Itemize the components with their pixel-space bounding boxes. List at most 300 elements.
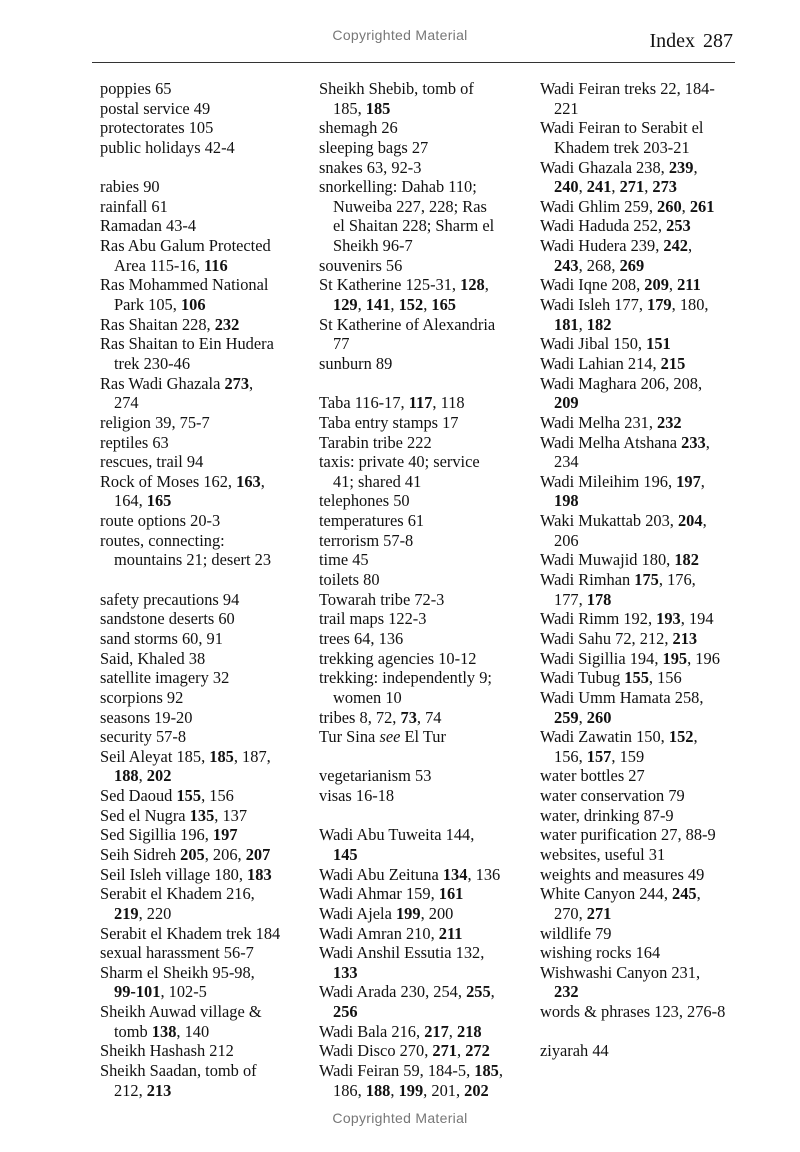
entry-text: Sed el Nugra [100,805,190,825]
index-entry [100,590,280,610]
entry-text: rescues, trail 94 [100,452,204,472]
entry-text: , [700,471,705,491]
index-entry [100,708,280,728]
main-page-reference: 202 [464,1080,489,1100]
entry-text: Taba 116-17, [319,393,409,413]
index-entry [540,197,725,217]
index-entry-continuation [100,354,280,374]
index-entry [540,433,725,453]
entry-text: Ras Shaitan 228, [100,314,215,334]
index-entry [540,511,725,531]
entry-text: Wadi Mileihim 196, [540,471,677,491]
index-entry [100,79,280,99]
entry-text: , 176, [658,570,696,590]
index-entry [100,1061,280,1081]
entry-text: Sed Daoud [100,786,177,806]
main-page-reference: 218 [457,1021,482,1041]
entry-text: , [490,982,495,1002]
index-entry [319,315,503,335]
entry-text: souvenirs 56 [319,255,403,275]
index-entry [100,845,280,865]
index-entry [100,511,280,531]
index-entry [100,315,280,335]
index-entry-continuation [540,531,725,551]
entry-text: Rock of Moses 162, [100,471,237,491]
entry-text: security 57-8 [100,727,187,747]
copyright-watermark-top: Copyrighted Material [332,27,468,43]
entry-text: , [448,1021,457,1041]
index-entry [100,629,280,649]
entry-text: wildlife 79 [540,923,612,943]
index-entry [319,354,503,374]
entry-text: 186, [333,1080,366,1100]
entry-text: mountains 21; desert 23 [114,550,272,570]
main-page-reference: 138 [151,1021,177,1041]
entry-text: trekking: independently 9; [319,668,492,688]
index-entry [319,275,503,295]
main-page-reference: 271 [432,1041,457,1061]
index-entry [100,118,280,138]
entry-text: Ras Shaitan to Ein Hudera [100,334,274,354]
entry-text: toilets 80 [319,570,380,590]
index-entry [319,668,503,688]
entry-text: Wadi Rimhan [540,570,635,590]
main-page-reference: 73 [400,707,417,727]
entry-text: Wadi Sigillia 194, [540,648,663,668]
entry-text: 206 [554,530,579,550]
entry-text: White Canyon 244, [540,884,673,904]
entry-text: Wadi Iqne 208, [540,275,645,295]
entry-text: trek 230-46 [114,353,191,373]
index-entry [319,491,503,511]
entry-text: , [705,432,710,452]
main-page-reference: 188 [365,1080,391,1100]
index-entry [540,668,725,688]
main-page-reference: 152 [668,727,694,747]
entry-text: 77 [333,334,350,354]
entry-text: snakes 63, 92-3 [319,157,422,177]
entry-text: tomb [114,1021,152,1041]
index-entry [319,1041,503,1061]
entry-text: , 102-5 [160,982,207,1002]
entry-text: , 136 [467,864,501,884]
index-entry-continuation [319,688,503,708]
entry-text: , 201, [423,1080,465,1100]
entry-text: Ras Mohammed National [100,275,269,295]
entry-text: sunburn 89 [319,353,393,373]
main-page-reference: 213 [672,628,698,648]
entry-text: sexual harassment 56-7 [100,943,254,963]
entry-text: sleeping bags 27 [319,137,429,157]
entry-text: Wadi Ghlim 259, [540,196,658,216]
main-page-reference: 273 [224,373,250,393]
index-entry [100,943,280,963]
index-entry [540,629,725,649]
index-entry-continuation [100,982,280,1002]
main-page-reference: 128 [460,275,485,295]
index-entry [100,138,280,158]
main-page-reference: 195 [662,648,688,668]
entry-text: trekking agencies 10-12 [319,648,477,668]
main-page-reference: 259 [554,707,579,727]
entry-text: St Katherine of Alexandria [319,314,496,334]
index-entry-continuation [100,904,280,924]
index-entry-continuation [100,550,280,570]
entry-text: , 118 [432,393,465,413]
index-entry [319,865,503,885]
entry-text: sand storms 60, 91 [100,628,223,648]
entry-text: Wadi Umm Hamata 258, [540,687,704,707]
index-entry [540,236,725,256]
index-entry [540,354,725,374]
index-entry [100,609,280,629]
index-entry [319,982,503,1002]
index-column-2 [319,79,503,1100]
main-page-reference: 233 [681,432,706,452]
index-entry-continuation [540,393,725,413]
entry-text: Wadi Ghazala 238, [540,157,669,177]
main-page-reference: 179 [647,295,672,315]
entry-text: time 45 [319,550,369,570]
entry-text: Wadi Anshil Essutia 132, [319,943,485,963]
index-entry [319,649,503,669]
entry-text: safety precautions 94 [100,589,240,609]
main-page-reference: 271 [619,177,645,197]
entry-text: trail maps 122-3 [319,609,427,629]
entry-text: rabies 90 [100,177,160,197]
index-entry [100,747,280,767]
entry-text: Wadi Abu Zeituna [319,864,443,884]
main-page-reference: 182 [674,550,699,570]
main-page-reference: 243 [554,255,579,275]
entry-text: Sheikh 96-7 [333,236,413,256]
index-entry [540,570,725,590]
main-page-reference: 181 [554,314,579,334]
index-entry [319,138,503,158]
index-entry-continuation [319,1002,503,1022]
entry-text: Wadi Melha 231, [540,412,658,432]
index-entry [319,177,503,197]
entry-text: taxis: private 40; service [319,452,480,472]
index-entry [540,786,725,806]
entry-text: postal service 49 [100,98,211,118]
entry-text: , [681,196,690,216]
entry-text: protectorates 105 [100,118,214,138]
main-page-reference: 145 [333,844,358,864]
entry-text: , [138,766,147,786]
main-page-reference: 209 [554,393,579,413]
entry-text: , [578,314,587,334]
index-entry [540,334,725,354]
index-entry [100,472,280,492]
index-entry [540,1041,725,1061]
entry-text: , [693,157,698,177]
main-page-reference: 157 [586,746,612,766]
main-page-reference: 239 [668,157,694,177]
entry-text: Wadi Melha Atshana [540,432,682,452]
entry-text: , [260,471,265,491]
main-page-reference: 116 [203,255,228,275]
index-entry-continuation [540,982,725,1002]
entry-text: reptiles 63 [100,432,169,452]
entry-text: Wadi Tubug [540,668,625,688]
main-page-reference: 260 [657,196,682,216]
main-page-reference: 135 [189,805,215,825]
section-title: Index [649,30,695,52]
entry-text: seasons 19-20 [100,707,193,727]
entry-text: , [578,177,587,197]
index-entry [319,256,503,276]
entry-text: , [611,177,620,197]
entry-text: Sheikh Auwad village & [100,1002,262,1022]
index-entry [319,825,503,845]
entry-text: ziyarah 44 [540,1041,609,1061]
entry-text: 212, [114,1080,147,1100]
entry-text: , [423,295,432,315]
entry-text: sandstone deserts 60 [100,609,235,629]
copyright-watermark-bottom: Copyrighted Material [332,1110,468,1126]
entry-text: weights and measures 49 [540,864,705,884]
main-page-reference: 242 [663,236,688,256]
index-entry [319,550,503,570]
entry-text: Wadi Haduda 252, [540,216,667,236]
entry-text: Seil Aleyat 185, [100,746,210,766]
entry-text: vegetarianism 53 [319,766,432,786]
main-page-reference: 272 [465,1041,490,1061]
index-entry [100,177,280,197]
entry-text: Wadi Bala 216, [319,1021,425,1041]
main-page-reference: 199 [395,903,421,923]
entry-text: Park 105, [114,295,181,315]
entry-text: public holidays 42-4 [100,137,235,157]
index-entry-continuation [319,963,503,983]
entry-text: satellite imagery 32 [100,668,230,688]
index-entry [319,884,503,904]
main-page-reference: 207 [245,844,271,864]
index-entry [100,236,280,256]
index-entry [319,413,503,433]
entry-text: Wadi Feiran 59, 184-5, [319,1061,475,1081]
entry-text: , 159 [611,746,645,766]
main-page-reference: 133 [333,962,358,982]
entry-text: Wadi Muwajid 180, [540,550,675,570]
main-page-reference: 182 [586,314,612,334]
main-page-reference: 117 [408,393,433,413]
index-entry [540,688,725,708]
entry-text: , [693,727,698,747]
entry-text: Wadi Feiran to Serabit el [540,118,704,138]
main-page-reference: 152 [398,295,424,315]
entry-text: Wadi Abu Tuweita 144, [319,825,475,845]
entry-text: Serabit el Khadem trek 184 [100,923,281,943]
index-entry-continuation [540,452,725,472]
index-entry [319,433,503,453]
index-group-spacer [100,570,280,590]
index-group-spacer [319,806,503,826]
entry-text: Nuweiba 227, 228; Ras [333,196,487,216]
index-entry-continuation [319,216,503,236]
index-entry [540,158,725,178]
main-page-reference: 106 [180,295,206,315]
entry-text: Wadi Maghara 206, 208, [540,373,703,393]
index-entry-continuation [100,766,280,786]
index-entry [319,708,503,728]
entry-text: rainfall 61 [100,196,168,216]
index-entry [100,216,280,236]
main-page-reference: 155 [624,668,649,688]
main-page-reference: 271 [586,903,612,923]
index-entry [100,668,280,688]
index-entry [319,393,503,413]
main-page-reference: 141 [365,295,391,315]
entry-text: Wadi Hudera 239, [540,236,664,256]
entry-text: scorpions 92 [100,687,184,707]
entry-text: 164, [114,491,147,511]
index-entry-continuation [540,590,725,610]
entry-text: , 156 [648,668,682,688]
entry-text: trees 64, 136 [319,628,404,648]
index-entry [540,118,725,138]
entry-text: , 200 [420,903,454,923]
index-entry-continuation [100,1022,280,1042]
index-entry [319,904,503,924]
index-entry [540,295,725,315]
entry-text: Said, Khaled 38 [100,648,206,668]
header-rule [92,62,735,63]
main-page-reference: 232 [657,412,682,432]
index-entry [540,374,725,394]
index-entry [100,649,280,669]
index-entry [540,1002,725,1022]
main-page-reference: 232 [214,314,240,334]
entry-text: , [644,177,653,197]
entry-text: Sheikh Hashash 212 [100,1041,234,1061]
index-entry-continuation [100,1081,280,1101]
entry-text: 185, [333,98,366,118]
index-entry [100,825,280,845]
entry-text: Wadi Arada 230, 254, [319,982,467,1002]
entry-text: water conservation 79 [540,786,685,806]
main-page-reference: 99-101 [114,982,161,1002]
entry-text: Seih Sidreh [100,844,181,864]
index-entry-continuation [319,236,503,256]
main-page-reference: 185 [474,1061,499,1081]
index-entry [100,688,280,708]
main-page-reference: 204 [677,511,703,531]
main-page-reference: 197 [676,471,701,491]
index-entry [319,531,503,551]
entry-text: snorkelling: Dahab 110; [319,177,477,197]
index-entry [319,79,503,99]
entry-text: , 220 [138,903,172,923]
index-entry-continuation [540,138,725,158]
index-group-spacer [319,374,503,394]
main-page-reference: 219 [114,903,139,923]
entry-text: words & phrases 123, 276-8 [540,1002,726,1022]
entry-text: , [457,1041,466,1061]
index-entry [540,609,725,629]
main-page-reference: 185 [365,98,391,118]
entry-text: route options 20-3 [100,511,221,531]
entry-text: el Shaitan 228; Sharm el [333,216,495,236]
index-entry [540,825,725,845]
index-entry-continuation [319,295,503,315]
index-entry-continuation [540,491,725,511]
main-page-reference: 253 [666,216,691,236]
index-entry [100,963,280,983]
index-entry [100,727,280,747]
entry-text: religion 39, 75-7 [100,412,210,432]
entry-text: , 268, [578,255,620,275]
index-entry-continuation [540,708,725,728]
entry-text: Towarah tribe 72-3 [319,589,445,609]
index-entry [319,118,503,138]
index-entry [100,884,280,904]
entry-text: , [668,275,678,295]
main-page-reference: 260 [586,707,612,727]
entry-text: Wadi Jibal 150, [540,334,647,354]
index-entry [540,943,725,963]
index-entry [319,924,503,944]
entry-text: Wadi Disco 270, [319,1041,433,1061]
index-entry [540,472,725,492]
main-page-reference: 213 [146,1080,172,1100]
entry-text: 274 [114,393,139,413]
index-entry [100,413,280,433]
index-column-1 [100,79,280,1100]
main-page-reference: 165 [431,295,456,315]
entry-text: , 180, [671,295,709,315]
index-entry [319,943,503,963]
main-page-reference: 161 [438,884,464,904]
main-page-reference: 129 [333,295,358,315]
entry-text: Wadi Isleh 177, [540,295,648,315]
index-entry-continuation [319,845,503,865]
index-entry [540,727,725,747]
entry-text: Ras Abu Galum Protected [100,236,271,256]
entry-text: , [696,884,701,904]
main-page-reference: 175 [634,570,659,590]
main-page-reference: 261 [689,196,715,216]
cross-reference-see: see [379,727,401,747]
entry-text: , [390,295,399,315]
main-page-reference: 256 [333,1002,358,1022]
index-entry [100,865,280,885]
index-entry [100,924,280,944]
index-entry [100,786,280,806]
entry-text: St Katherine 125-31, [319,275,461,295]
index-entry-continuation [540,315,725,335]
index-entry-continuation [540,747,725,767]
index-entry-continuation [540,256,725,276]
index-entry [319,727,503,747]
index-entry [100,99,280,119]
index-entry [540,865,725,885]
index-entry [100,531,280,551]
entry-text: tribes 8, 72, [319,707,401,727]
entry-text: Tarabin tribe 222 [319,432,432,452]
main-page-reference: 178 [586,589,612,609]
main-page-reference: 211 [677,275,701,295]
index-entry-continuation [100,491,280,511]
index-entry [319,609,503,629]
index-entry [540,806,725,826]
entry-text: Wadi Amran 210, [319,923,439,943]
entry-text: Wadi Lahian 214, [540,353,661,373]
index-entry [319,766,503,786]
index-entry-continuation [540,177,725,197]
main-page-reference: 163 [236,471,261,491]
